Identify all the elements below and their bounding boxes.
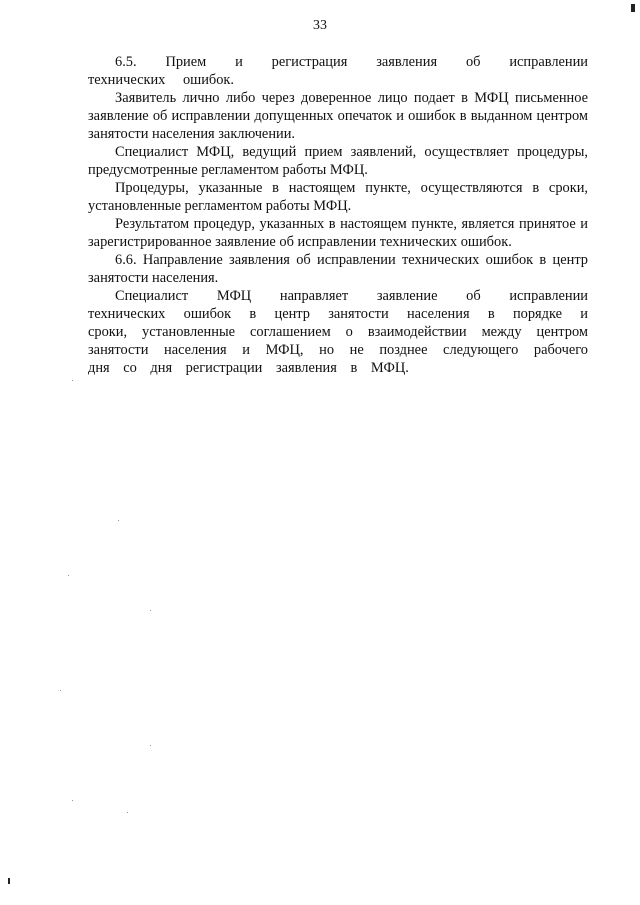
paragraph-procedure-terms: Процедуры, указанные в настоящем пункте, осуществляются в сроки, установленные регламентом работы МФЦ.	[88, 180, 588, 214]
scan-dot	[150, 745, 151, 746]
scan-dot	[68, 575, 69, 576]
paragraph-applicant-submission: Заявитель лично либо через доверенное лицо подает в МФЦ письменное заявление об исправлении допущенных опечаток и ошибок в выданном центром занятости населения заключении.	[88, 90, 588, 142]
scan-dot	[150, 610, 151, 611]
paragraph-procedure-result: Результатом процедур, указанных в настоящем пункте, является принятое и зарегистрированное заявление об исправлении технических ошибок.	[88, 216, 588, 250]
scan-dot	[72, 800, 73, 801]
scan-dot	[60, 690, 61, 691]
page-number: 33	[313, 18, 327, 33]
paragraph-specialist-procedures: Специалист МФЦ, ведущий прием заявлений, осуществляет процедуры, предусмотренные регламентом работы МФЦ.	[88, 144, 588, 178]
scan-dot	[72, 380, 73, 381]
paragraph-6-5-heading: 6.5. Прием и регистрация заявления об исправлении технических ошибок.	[88, 54, 588, 88]
scan-mark-top-right	[631, 4, 635, 12]
scan-dot	[127, 812, 128, 813]
scan-dot	[118, 520, 119, 521]
document-body	[88, 53, 588, 377]
scan-mark-bottom-left	[8, 878, 10, 884]
paragraph-6-6-heading: 6.6. Направление заявления об исправлении технических ошибок в центр занятости населения.	[88, 252, 588, 286]
paragraph-specialist-forwarding: Специалист МФЦ направляет заявление об исправлении технических ошибок в центр занятости населения в порядке и сроки, установленные соглашением о взаимодействии между центром занятости населения и МФЦ, но не позднее следующего рабочего дня со дня регистрации заявления в МФЦ.	[88, 288, 588, 376]
